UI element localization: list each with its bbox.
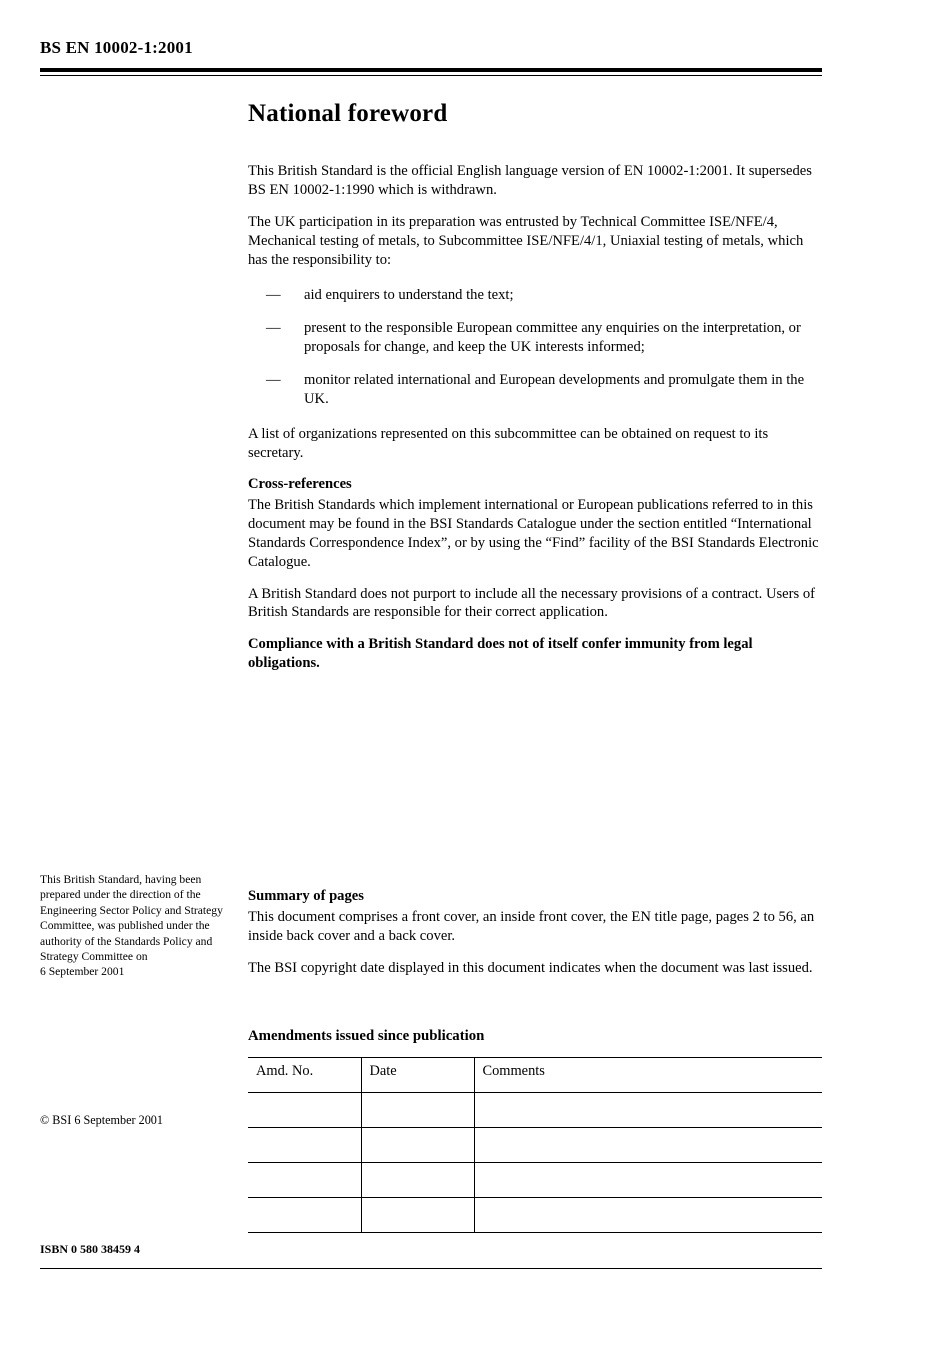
intro-paragraph-1: This British Standard is the official English language version of EN 10002-1:2001. It supersedes BS EN 10002-1:1990 which is withdrawn. bbox=[248, 163, 812, 198]
footer-rule bbox=[40, 1268, 822, 1269]
column-header-amd-no: Amd. No. bbox=[248, 1058, 361, 1093]
sidebar-publication-note bbox=[40, 872, 230, 980]
contract-paragraph: A British Standard does not purport to include all the necessary provisions of a contract. Users of British Standards are responsible for their correct application. bbox=[248, 585, 816, 621]
header-rule-thick bbox=[40, 68, 822, 72]
document-reference: BS EN 10002-1:2001 bbox=[40, 38, 193, 57]
summary-heading: Summary of pages bbox=[248, 888, 364, 904]
list-item bbox=[248, 319, 822, 357]
table-row bbox=[248, 1198, 822, 1233]
cell-date bbox=[361, 1163, 474, 1198]
list-item-text: present to the responsible European committee any enquiries on the interpretation, or proposals for change, and keep the UK interests informed; bbox=[304, 319, 801, 355]
cross-references-paragraph: The British Standards which implement international or European publications referred to in this document may be found in the BSI Standards Catalogue under the section entitled “International Standards Correspondence Index”, or by using the “Find” facility of the BSI Standards Electronic Catalogue. bbox=[248, 496, 819, 570]
cell-amd-no bbox=[248, 1163, 361, 1198]
intro-paragraph-2: The UK participation in its preparation was entrusted by Technical Committee ISE/NFE/4, Mechanical testing of metals, to Subcommittee ISE/NFE/4/1, Uniaxial testing of metals, which has the responsibility to: bbox=[248, 213, 804, 268]
compliance-paragraph: Compliance with a British Standard does not of itself confer immunity from legal obligations. bbox=[248, 636, 753, 672]
summary-paragraph-2: The BSI copyright date displayed in this document indicates when the document was last issued. bbox=[248, 959, 813, 976]
list-item bbox=[248, 286, 822, 305]
isbn-line: ISBN 0 580 38459 4 bbox=[40, 1242, 141, 1256]
dash-marker: — bbox=[266, 371, 281, 388]
list-item bbox=[248, 371, 822, 409]
summary-paragraph-1: This document comprises a front cover, an inside front cover, the EN title page, pages 2 to 56, an inside back cover and a back cover. bbox=[248, 909, 815, 944]
cell-comments bbox=[474, 1198, 822, 1233]
cell-comments bbox=[474, 1128, 822, 1163]
cell-date bbox=[361, 1128, 474, 1163]
dash-marker: — bbox=[266, 319, 281, 336]
column-header-comments: Comments bbox=[474, 1058, 822, 1093]
cell-comments bbox=[474, 1093, 822, 1128]
summary-of-pages-section bbox=[248, 888, 822, 991]
amendments-section bbox=[248, 1028, 822, 1233]
cell-comments bbox=[474, 1163, 822, 1198]
column-header-date: Date bbox=[361, 1058, 474, 1093]
amendments-table bbox=[248, 1057, 822, 1233]
copyright-line: © BSI 6 September 2001 bbox=[40, 1113, 163, 1127]
table-row bbox=[248, 1128, 822, 1163]
amendments-heading: Amendments issued since publication bbox=[248, 1028, 485, 1044]
cell-amd-no bbox=[248, 1128, 361, 1163]
list-item-text: monitor related international and European developments and promulgate them in the UK. bbox=[304, 371, 805, 407]
main-content bbox=[248, 100, 822, 686]
cell-date bbox=[361, 1198, 474, 1233]
secretary-paragraph: A list of organizations represented on this subcommittee can be obtained on request to its secretary. bbox=[248, 425, 769, 461]
table-row bbox=[248, 1093, 822, 1128]
responsibility-list bbox=[248, 286, 822, 409]
list-item-text: aid enquirers to understand the text; bbox=[304, 286, 514, 303]
page-title: National foreword bbox=[248, 100, 448, 127]
cross-references-heading: Cross-references bbox=[248, 475, 352, 492]
cell-amd-no bbox=[248, 1093, 361, 1128]
header-rule-thin bbox=[40, 75, 822, 76]
dash-marker: — bbox=[266, 286, 281, 303]
table-row bbox=[248, 1163, 822, 1198]
table-header-row bbox=[248, 1058, 822, 1093]
sidebar-note-text: This British Standard, having been prepared under the direction of the Engineering Sector Policy and Strategy Committee, was published under the authority of the Standards Policy and Strategy Committee on bbox=[40, 873, 223, 964]
sidebar-note-date: 6 September 2001 bbox=[40, 965, 125, 979]
cell-amd-no bbox=[248, 1198, 361, 1233]
cell-date bbox=[361, 1093, 474, 1128]
